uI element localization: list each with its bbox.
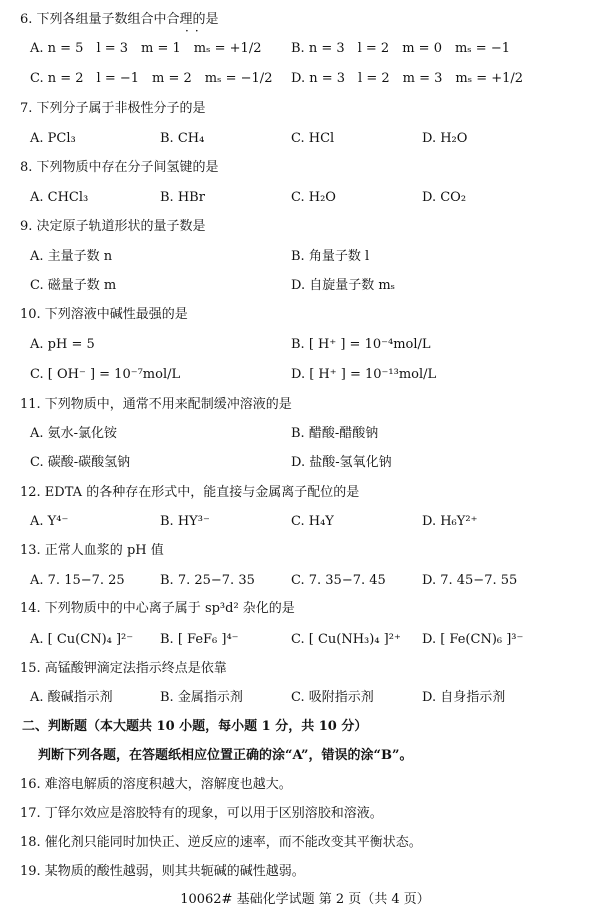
question-11-option-a: A. 氨水-氯化铵 [30, 426, 118, 441]
question-11-option-b: B. 醋酸-醋酸钠 [291, 426, 379, 441]
question-14-option-a: A. [ Cu(CN)₄ ]²⁻ [30, 632, 134, 647]
section-heading: 二、判断题（本大题共 10 小题，每小题 1 分，共 10 分） [22, 719, 368, 734]
question-14-option-c: C. [ Cu(NH₃)₄ ]²⁺ [291, 632, 401, 647]
question-6-option-b: B. n = 3 l = 2 m = 0 mₛ = −1 [291, 41, 510, 56]
question-7-option-d: D. H₂O [422, 131, 468, 146]
emphasis-dots: ·· [185, 24, 205, 38]
question-14-option-d: D. [ Fe(CN)₆ ]³⁻ [422, 632, 524, 647]
question-13-stem: 13. 正常人血浆的 pH 值 [20, 543, 164, 558]
question-8-stem: 8. 下列物质中存在分子间氢键的是 [20, 160, 219, 175]
question-7-option-a: A. PCl₃ [30, 131, 76, 146]
question-9-option-c: C. 磁量子数 m [30, 278, 117, 293]
question-13-option-d: D. 7. 45−7. 55 [422, 573, 518, 588]
question-13-option-a: A. 7. 15−7. 25 [30, 573, 125, 588]
question-11-option-d: D. 盐酸-氢氧化钠 [291, 455, 392, 470]
question-14-option-b: B. [ FeF₆ ]⁴⁻ [160, 632, 239, 647]
question-15-option-a: A. 酸碱指示剂 [30, 690, 113, 705]
question-15-option-c: C. 吸附指示剂 [291, 690, 374, 705]
question-15-option-b: B. 金属指示剂 [160, 690, 243, 705]
question-15-option-d: D. 自身指示剂 [422, 690, 506, 705]
question-10-option-a: A. pH = 5 [30, 337, 95, 352]
judge-item-18: 18. 催化剂只能同时加快正、逆反应的速率，而不能改变其平衡状态。 [20, 835, 422, 850]
question-13-option-c: C. 7. 35−7. 45 [291, 573, 386, 588]
question-10-option-c: C. [ OH⁻ ] = 10⁻⁷mol/L [30, 367, 181, 382]
question-14-stem: 14. 下列物质中的中心离子属于 sp³d² 杂化的是 [20, 601, 295, 616]
question-7-option-c: C. HCl [291, 131, 335, 146]
question-6-option-c: C. n = 2 l = −1 m = 2 mₛ = −1/2 [30, 71, 273, 86]
question-6-option-a: A. n = 5 l = 3 m = 1 mₛ = +1/2 [30, 41, 262, 56]
question-8-option-c: C. H₂O [291, 190, 336, 205]
question-10-option-b: B. [ H⁺ ] = 10⁻⁴mol/L [291, 337, 431, 352]
judge-item-19: 19. 某物质的酸性越弱，则其共轭碱的碱性越弱。 [20, 864, 305, 879]
question-8-option-a: A. CHCl₃ [30, 190, 89, 205]
question-10-stem: 10. 下列溶液中碱性最强的是 [20, 307, 188, 322]
question-6-option-d: D. n = 3 l = 2 m = 3 mₛ = +1/2 [291, 71, 524, 86]
question-11-option-c: C. 碳酸-碳酸氢钠 [30, 455, 131, 470]
question-13-option-b: B. 7. 25−7. 35 [160, 573, 255, 588]
section-instruction: 判断下列各题，在答题纸相应位置正确的涂“A”，错误的涂“B”。 [38, 748, 413, 763]
question-12-option-a: A. Y⁴⁻ [30, 514, 69, 529]
question-9-stem: 9. 决定原子轨道形状的量子数是 [20, 219, 206, 234]
question-12-option-d: D. H₆Y²⁺ [422, 514, 478, 529]
judge-item-17: 17. 丁铎尔效应是溶胶特有的现象，可以用于区别溶胶和溶液。 [20, 806, 383, 821]
question-10-option-d: D. [ H⁺ ] = 10⁻¹³mol/L [291, 367, 437, 382]
question-8-option-b: B. HBr [160, 190, 205, 205]
question-9-option-b: B. 角量子数 l [291, 249, 370, 264]
question-7-option-b: B. CH₄ [160, 131, 205, 146]
question-15-stem: 15. 高锰酸钾滴定法指示终点是依靠 [20, 661, 227, 676]
question-6-stem: 6. 下列各组量子数组合中合理的是 [20, 12, 219, 27]
question-12-stem: 12. EDTA 的各种存在形式中，能直接与金属离子配位的是 [20, 485, 360, 500]
question-12-option-b: B. HY³⁻ [160, 514, 210, 529]
question-8-option-d: D. CO₂ [422, 190, 467, 205]
page-footer: 10062# 基础化学试题 第 2 页（共 4 页） [180, 892, 430, 907]
question-9-option-d: D. 自旋量子数 mₛ [291, 278, 396, 293]
judge-item-16: 16. 难溶电解质的溶度积越大，溶解度也越大。 [20, 777, 292, 792]
question-9-option-a: A. 主量子数 n [30, 249, 113, 264]
question-7-stem: 7. 下列分子属于非极性分子的是 [20, 101, 206, 116]
question-12-option-c: C. H₄Y [291, 514, 334, 529]
question-11-stem: 11. 下列物质中，通常不用来配制缓冲溶液的是 [20, 397, 292, 412]
